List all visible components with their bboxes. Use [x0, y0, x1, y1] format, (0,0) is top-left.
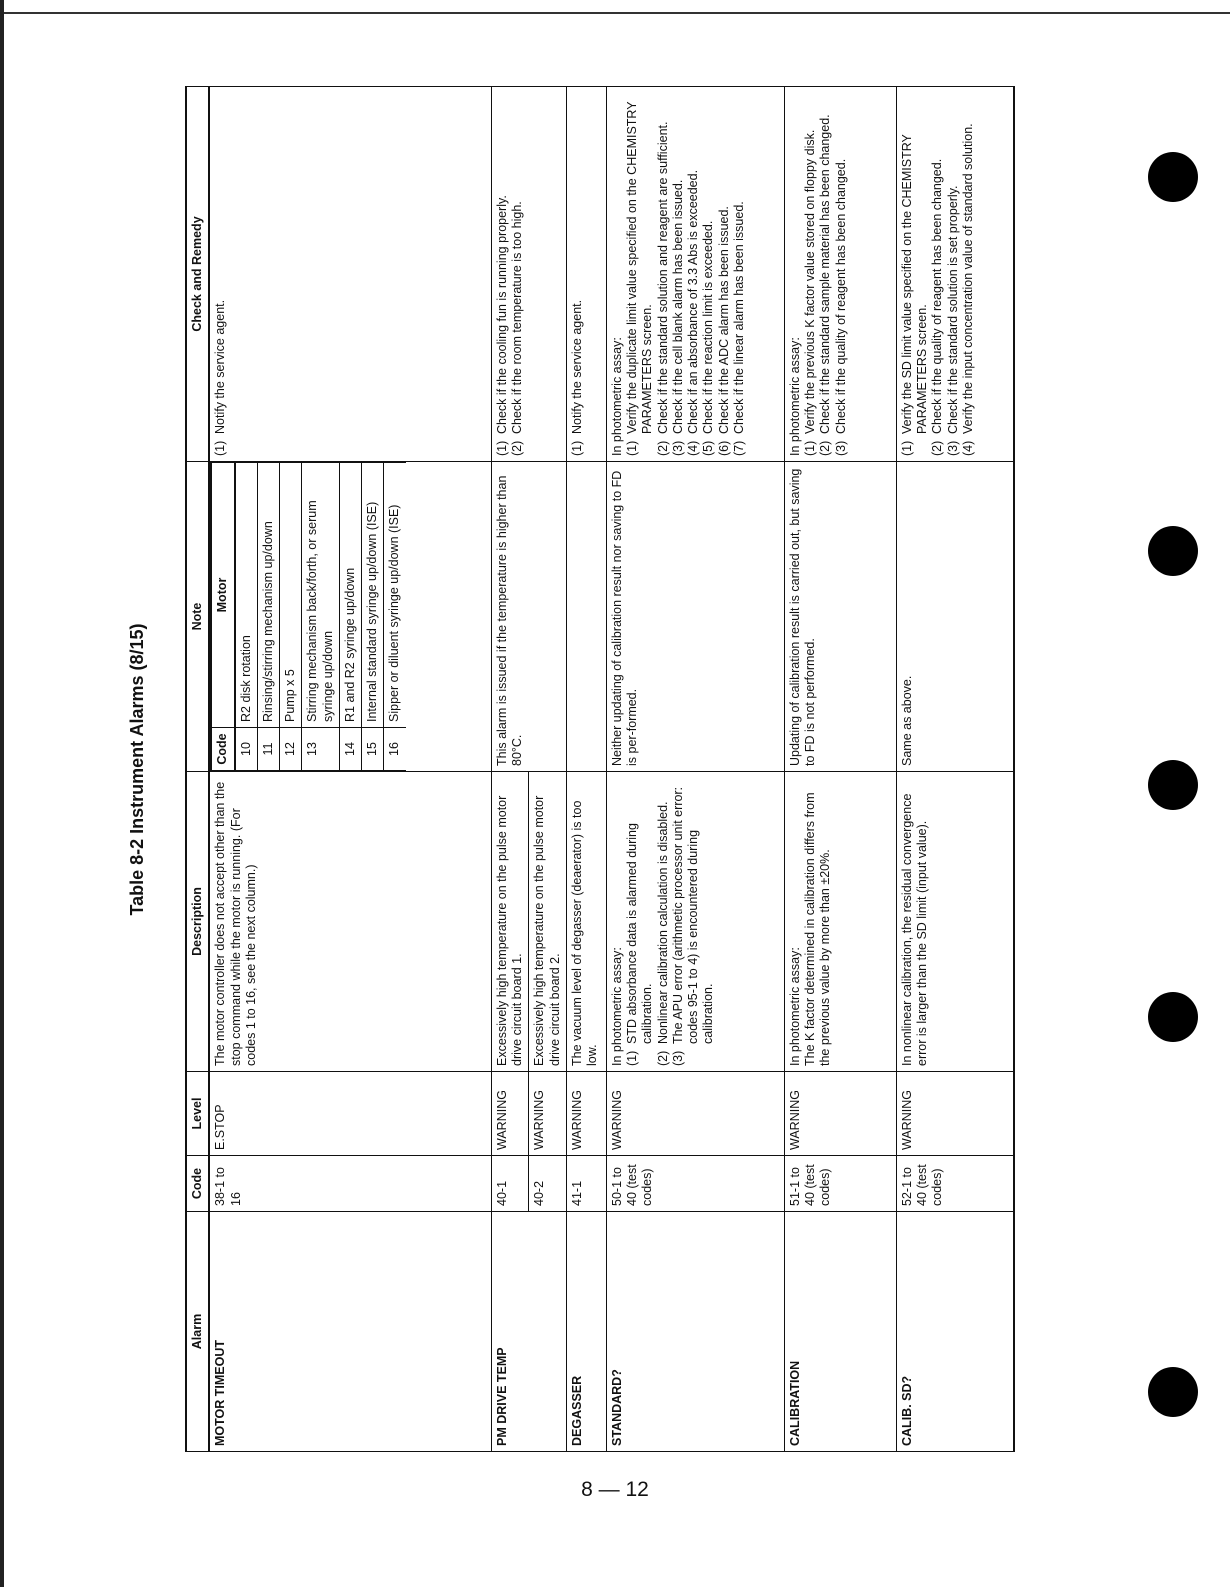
page-top-border [0, 0, 1230, 14]
column-header-alarm: Alarm [186, 1212, 209, 1452]
alarm-name: PM DRIVE TEMP [491, 1212, 566, 1452]
column-header-check-remedy: Check and Remedy [186, 87, 209, 462]
table-row [566, 87, 606, 1452]
alarm-level: WARNING [491, 1072, 529, 1156]
alarm-level: WARNING [606, 1072, 784, 1156]
page-number: 8 — 12 [581, 1478, 649, 1501]
rotated-table-page [127, 87, 1025, 1452]
table-title: Table 8-2 Instrument Alarms (8/15) [127, 623, 147, 916]
alarm-code: 52-1 to 40 (test codes) [896, 1156, 1014, 1212]
alarm-name: MOTOR TIMEOUT [209, 1212, 491, 1452]
column-header-note: Note [186, 462, 209, 772]
alarm-level: WARNING [784, 1072, 896, 1156]
alarm-remedy: In photometric assay: (1) Verify the duplicate limit value specified on the CHEMISTRY PARAMETERS screen. (2) Check if the standard solution and reagent are sufficient. (3) Check if the cell blank alarm has been issued. (4) Check if an absorbance of 3.3 Abs is exceeded. (5) Check if the reaction limit is exceeded. (6) Check if the ADC alarm has been issued. (7) Check if the linear alarm has been issued. [606, 87, 784, 462]
table-header-row [186, 87, 209, 1452]
table-row [491, 87, 529, 1452]
alarm-level: WARNING [529, 1072, 567, 1156]
alarm-name: STANDARD? [606, 1212, 784, 1452]
alarm-code: 38-1 to 16 [209, 1156, 491, 1212]
alarm-level: WARNING [896, 1072, 1014, 1156]
motor-name-header: Motor [211, 463, 234, 728]
motor-code-header: Code [211, 728, 234, 771]
alarm-note: This alarm is issued if the temperature is higher than 80°C. [491, 462, 566, 772]
alarm-description: In photometric assay: (1) STD absorbance data is alarmed during calibration. (2) Nonlinear calibration calculation is disabled. (3) The APU error (arithmetic processor unit error: codes 95-1 to 4) is encountered during calibration. [606, 772, 784, 1072]
motor-code-row: 12 Pump x 5 [280, 463, 302, 771]
alarm-code: 40-2 [529, 1156, 567, 1212]
alarm-remedy: (1) Verify the SD limit value specified on the CHEMISTRY PARAMETERS screen. (2) Check if the quality of reagent has been changed. (3) Check if the standard solution is set properly. (4) Verify the input concentration value of standard solution. [896, 87, 1014, 462]
alarm-description: In nonlinear calibration, the residual convergence error is larger than the SD limit (input value). [896, 772, 1014, 1072]
alarm-note: Same as above. [896, 462, 1014, 772]
table-row [896, 87, 1014, 1452]
alarm-remedy: (1) Notify the service agent. [209, 87, 491, 462]
alarm-note [209, 462, 491, 772]
alarm-description: Excessively high temperature on the pulse motor drive circuit board 1. [491, 772, 529, 1072]
alarm-code: 51-1 to 40 (test codes) [784, 1156, 896, 1212]
alarm-description: The vacuum level of degasser (deaerator) is too low. [566, 772, 606, 1072]
motor-code-row: 11 Rinsing/stirring mechanism up/down [257, 463, 279, 771]
alarm-remedy: (1) Notify the service agent. [566, 87, 606, 462]
alarm-code: 40-1 [491, 1156, 529, 1212]
binder-hole [1148, 992, 1198, 1042]
alarm-note [566, 462, 606, 772]
motor-code-row: 15 Internal standard syringe up/down (ISE) [362, 463, 384, 771]
column-header-code: Code [186, 1156, 209, 1212]
alarm-code: 41-1 [566, 1156, 606, 1212]
binder-hole [1148, 760, 1198, 810]
column-header-description: Description [186, 772, 209, 1072]
alarm-description: Excessively high temperature on the pulse motor drive circuit board 2. [529, 772, 567, 1072]
alarm-level: E.STOP [209, 1072, 491, 1156]
page-left-border [0, 0, 4, 1587]
alarm-note: Updating of calibration result is carried out, but saving to FD is not performed. [784, 462, 896, 772]
alarm-level: WARNING [566, 1072, 606, 1156]
alarm-code: 50-1 to 40 (test codes) [606, 1156, 784, 1212]
alarm-name: CALIBRATION [784, 1212, 896, 1452]
alarm-description: In photometric assay: The K factor determined in calibration differs from the previous value by more than ±20%. [784, 772, 896, 1072]
motor-code-row: 10 R2 disk rotation [235, 463, 258, 771]
alarm-note: Neither updating of calibration result nor saving to FD is per-formed. [606, 462, 784, 772]
motor-code-row: 16 Sipper or diluent syringe up/down (ISE) [384, 463, 406, 771]
alarm-remedy: In photometric assay: (1) Verify the previous K factor value stored on floppy disk. (2) Check if the standard sample material has been changed. (3) Check if the quality of reagent has been changed. [784, 87, 896, 462]
motor-code-row: 14 R1 and R2 syringe up/down [339, 463, 361, 771]
column-header-level: Level [186, 1072, 209, 1156]
table-row [209, 87, 491, 1452]
table-row [606, 87, 784, 1452]
alarm-name: DEGASSER [566, 1212, 606, 1452]
binder-hole [1148, 152, 1198, 202]
alarm-name: CALIB. SD? [896, 1212, 1014, 1452]
instrument-alarms-table [185, 86, 1015, 1452]
binder-hole [1148, 526, 1198, 576]
alarm-description: The motor controller does not accept other than the stop command while the motor is running. (For codes 1 to 16, see the next column.) [209, 772, 491, 1072]
motor-code-row: 13 Stirring mechanism back/forth, or serum syringe up/down [302, 463, 340, 771]
alarm-remedy: (1) Check if the cooling fun is running properly. (2) Check if the room temperature is too high. [491, 87, 566, 462]
binder-hole [1148, 1367, 1198, 1417]
table-row [784, 87, 896, 1452]
motor-code-table [210, 462, 405, 771]
